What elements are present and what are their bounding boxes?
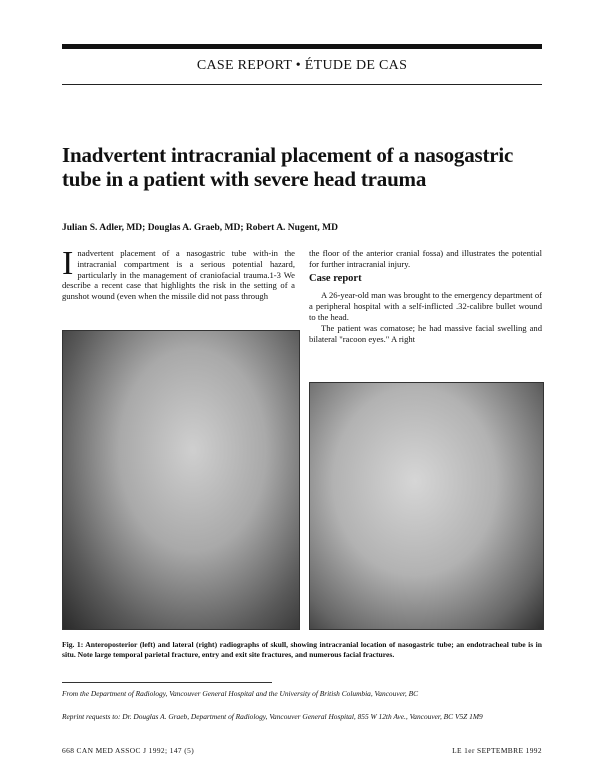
footnote-rule — [62, 682, 272, 683]
intro-continued — [309, 248, 542, 344]
case-paragraph-2: The patient was comatose; he had massive facial swelling and bilateral "racoon eyes." A right — [309, 322, 542, 344]
top-rule — [62, 44, 542, 49]
title-line-2: tube in a patient with severe head trauma — [62, 167, 427, 191]
title-line-1: Inadvertent intracranial placement of a nasogastric — [62, 143, 514, 167]
author-list: Julian S. Adler, MD; Douglas A. Graeb, MD; Robert A. Nugent, MD — [62, 223, 338, 233]
intro-continued-text: the floor of the anterior cranial fossa) and illustrates the potential for further intracranial injury. — [309, 248, 542, 269]
case-report-heading: Case report — [309, 272, 362, 284]
radiograph-anteroposterior — [62, 330, 300, 630]
figure-caption: Fig. 1: Anteroposterior (left) and lateral (right) radiographs of skull, showing intracranial location of nasogastric tube; an endotracheal tube is in situ. Note large temporal parietal fracture, entry and exit site fractures, and numerous facial fractures. — [62, 640, 542, 659]
drop-cap: I — [62, 245, 74, 282]
intro-column — [62, 245, 295, 302]
intro-text: nadvertent placement of a nasogastric tube with-in the intracranial compartment is a serious potential hazard, particularly in the management of craniofacial trauma.1-3 We describe a recent case that highlights the risk in the setting of a gunshot wound (even when the missile did not pass through — [62, 248, 295, 302]
affiliation-note: From the Department of Radiology, Vancouver General Hospital and the University of British Columbia, Vancouver, BC — [62, 689, 419, 698]
journal-citation: 668 CAN MED ASSOC J 1992; 147 (5) — [62, 746, 195, 755]
issue-date: LE 1er SEPTEMBRE 1992 — [452, 746, 542, 755]
case-paragraph-1: A 26-year-old man was brought to the emergency department of a peripheral hospital with a self-inflicted .32-calibre bullet wound to the head. — [309, 290, 542, 322]
article-title — [62, 143, 542, 191]
reprint-note: Reprint requests to: Dr. Douglas A. Graeb, Department of Radiology, Vancouver General Hospital, 855 W 12th Ave., Vancouver, BC V5Z 1M9 — [62, 712, 483, 721]
radiograph-lateral — [309, 382, 544, 630]
section-label: CASE REPORT • ÉTUDE DE CAS — [196, 58, 408, 73]
header-rule — [62, 84, 542, 85]
